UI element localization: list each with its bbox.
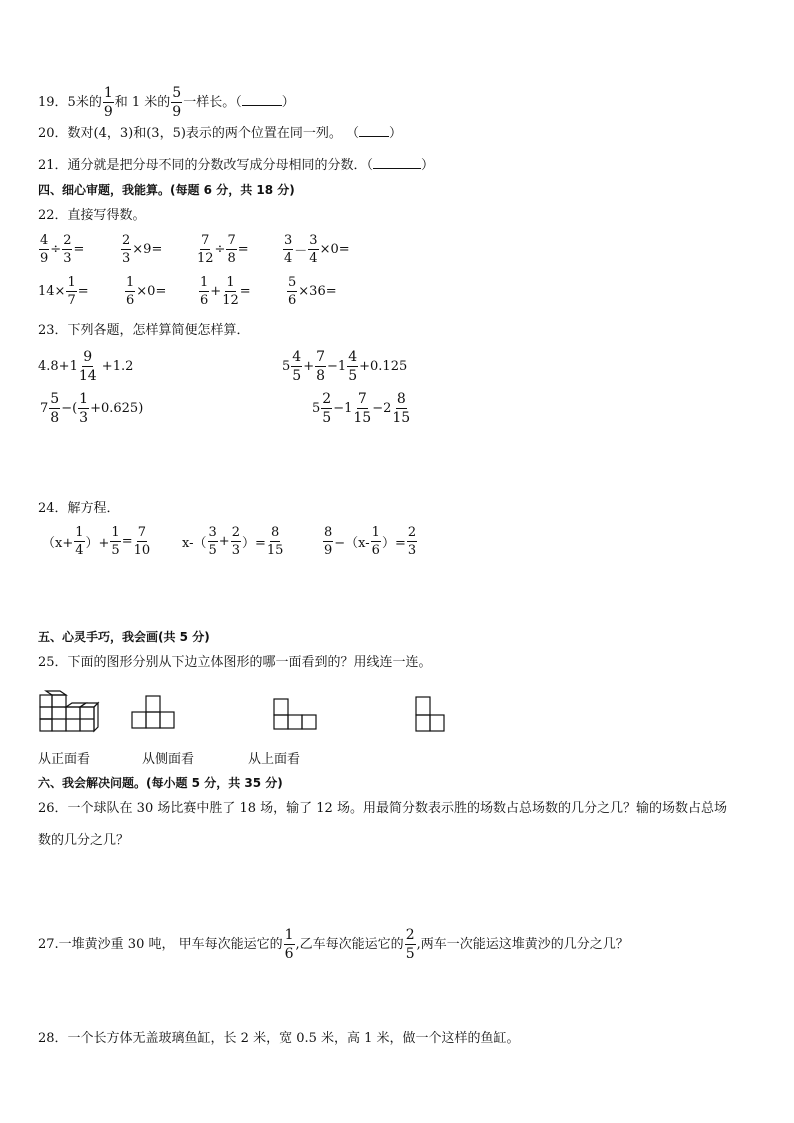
whole: 5 <box>312 401 321 416</box>
numerator: 9 <box>83 349 93 365</box>
operand: x-（ <box>182 536 207 551</box>
operand: （x+ <box>42 536 74 551</box>
fraction <box>103 86 114 119</box>
equals: = <box>77 284 89 299</box>
operator: ×36 <box>298 284 326 299</box>
q19-text-b: 和 1 米的 <box>114 95 171 110</box>
numerator: 2 <box>407 525 417 540</box>
denominator: 12 <box>197 251 214 266</box>
operator: −1 <box>327 359 347 374</box>
operand: +0.625) <box>90 401 144 416</box>
q21-text: 21．通分就是把分母不同的分数改写成分母相同的分数．（ <box>38 158 374 173</box>
denominator: 3 <box>79 410 89 426</box>
caption-front-view: 从正面看 <box>38 752 91 767</box>
equals: = <box>151 242 163 257</box>
denominator: 6 <box>200 293 209 308</box>
denominator: 5 <box>348 368 358 384</box>
q22-expr-4 <box>282 234 350 265</box>
denominator: 9 <box>40 251 49 266</box>
question-24-title: 24．解方程． <box>38 501 120 516</box>
numerator: 1 <box>79 391 89 407</box>
operator: ×9 <box>132 242 152 257</box>
denominator: 3 <box>63 251 72 266</box>
numerator: 1 <box>126 275 135 290</box>
numerator: 5 <box>50 391 60 407</box>
question-28: 28．一个长方体无盖玻璃鱼缸，长 2 米，宽 0.5 米，高 1 米，做一个这样的鱼缸。 <box>38 1031 520 1046</box>
numerator: 8 <box>396 391 406 407</box>
numerator: 1 <box>111 525 120 540</box>
q22-expr-5 <box>38 276 89 307</box>
equals: = <box>237 242 249 257</box>
q24-equation-2 <box>182 526 284 557</box>
q24-equation-1 <box>42 526 151 557</box>
numerator: 3 <box>208 525 217 540</box>
denominator: 7 <box>67 293 76 308</box>
view-shape-2-icon <box>272 697 320 733</box>
denominator: 9 <box>103 104 113 120</box>
operator: ÷ <box>214 242 226 257</box>
answer-blank[interactable] <box>242 93 282 106</box>
q20-text: 20．数对(4，3)和(3，5)表示的两个位置在同一列。 （ <box>38 126 360 141</box>
denominator: 6 <box>126 293 135 308</box>
denominator: 8 <box>50 410 60 426</box>
q27-text-c: ,两车一次能运这堆黄沙的几分之几？ <box>416 937 629 952</box>
q22-expr-7 <box>198 276 251 307</box>
numerator: 2 <box>122 233 131 248</box>
numerator: 7 <box>316 349 326 365</box>
denominator: 10 <box>133 543 151 558</box>
numerator: 3 <box>284 233 293 248</box>
question-26-line-1: 26．一个球队在 30 场比赛中胜了 18 场，输了 12 场。用最简分数表示胜的场数占总场数的几分之几？输的场数占总场 <box>38 801 727 816</box>
numerator: 5 <box>172 85 182 101</box>
numerator: 8 <box>271 525 280 540</box>
operand: 14× <box>38 284 66 299</box>
operator: ÷ <box>50 242 62 257</box>
denominator: 4 <box>75 543 84 558</box>
section-5-heading: 五、心灵手巧，我会画(共 5 分) <box>38 630 210 644</box>
denominator: 3 <box>231 543 240 558</box>
operator: −1 <box>333 401 353 416</box>
equals: = <box>338 242 350 257</box>
numerator: 7 <box>227 233 236 248</box>
numerator: 7 <box>201 233 210 248</box>
numerator: 4 <box>348 349 358 365</box>
equals: ）= <box>381 536 406 551</box>
denominator: 15 <box>266 543 284 558</box>
q23-expr-3 <box>40 392 143 425</box>
numerator: 2 <box>405 927 415 943</box>
denominator: 5 <box>208 543 217 558</box>
denominator: 8 <box>316 368 326 384</box>
question-22-title: 22．直接写得数。 <box>38 208 146 223</box>
q27-text-b: ,乙车每次能运它的 <box>295 937 404 952</box>
numerator: 1 <box>226 275 235 290</box>
q22-expr-1 <box>38 234 84 265</box>
section-6-heading: 六、我会解决问题。(每小题 5 分，共 35 分) <box>38 776 283 790</box>
whole: 5 <box>282 359 291 374</box>
q22-expr-2 <box>120 234 162 265</box>
numerator: 2 <box>63 233 72 248</box>
question-27 <box>38 928 629 961</box>
operator: － <box>294 244 308 259</box>
q23-expr-2 <box>282 350 407 383</box>
denominator: 5 <box>111 543 120 558</box>
denominator: 3 <box>407 543 417 558</box>
operator: ×0 <box>319 242 339 257</box>
numerator: 3 <box>309 233 318 248</box>
operator: ）+ <box>85 536 110 551</box>
fraction <box>171 86 182 119</box>
question-26-line-2: 数的几分之几？ <box>38 833 130 848</box>
operator: + <box>303 359 315 374</box>
denominator: 5 <box>292 368 302 384</box>
denominator: 15 <box>353 410 372 426</box>
denominator: 12 <box>222 293 239 308</box>
numerator: 1 <box>284 927 294 943</box>
numerator: 4 <box>40 233 49 248</box>
numerator: 8 <box>324 525 333 540</box>
numerator: 4 <box>292 349 302 365</box>
q19-text-c: 一样长。（ <box>183 95 242 110</box>
denominator: 9 <box>172 104 182 120</box>
q22-expr-6 <box>124 276 166 307</box>
denominator: 6 <box>371 543 380 558</box>
numerator: 1 <box>371 525 380 540</box>
operand: +0.125 <box>359 359 408 374</box>
numerator: 1 <box>103 85 113 101</box>
denominator: 6 <box>284 946 294 962</box>
equals: ）= <box>241 536 266 551</box>
equals: = <box>73 242 85 257</box>
q20-end: ） <box>389 126 403 141</box>
numerator: 1 <box>200 275 209 290</box>
denominator: 3 <box>122 251 131 266</box>
numerator: 7 <box>137 525 147 540</box>
operator: −( <box>61 401 78 416</box>
question-25-title: 25．下面的图形分别从下边立体图形的哪一面看到的？用线连一连。 <box>38 655 432 670</box>
q23-expr-4 <box>312 392 411 425</box>
q21-end: ） <box>421 158 435 173</box>
numerator: 7 <box>357 391 367 407</box>
q23-expr-1 <box>38 350 133 383</box>
q22-expr-3 <box>196 234 249 265</box>
operand: −（x- <box>334 536 370 551</box>
answer-blank[interactable] <box>359 124 389 137</box>
numerator: 1 <box>75 525 84 540</box>
operand: 4.8+1 <box>38 359 78 374</box>
section-4-heading: 四、细心审题，我能算。(每题 6 分，共 18 分) <box>38 183 295 197</box>
numerator: 2 <box>231 525 240 540</box>
denominator: 15 <box>392 410 411 426</box>
numerator: 1 <box>67 275 76 290</box>
denominator: 9 <box>324 543 333 558</box>
operator: + <box>218 534 230 549</box>
denominator: 5 <box>322 410 332 426</box>
denominator: 6 <box>288 293 297 308</box>
caption-side-view: 从侧面看 <box>142 752 195 767</box>
numerator: 5 <box>288 275 297 290</box>
denominator: 4 <box>309 251 318 266</box>
q24-equation-3 <box>322 526 418 557</box>
denominator: 14 <box>78 368 97 384</box>
denominator: 8 <box>227 251 236 266</box>
q27-text-a: 27.一堆黄沙重 30 吨， 甲车每次能运它的 <box>38 937 283 952</box>
q19-text-a: 19．5米的 <box>38 95 102 110</box>
equals: = <box>155 284 167 299</box>
denominator: 5 <box>405 946 415 962</box>
operand: +1.2 <box>97 359 134 374</box>
equals: = <box>239 284 251 299</box>
q22-expr-8 <box>286 276 337 307</box>
solid-figure-icon <box>38 689 100 733</box>
operator: ×0 <box>136 284 156 299</box>
denominator: 4 <box>284 251 293 266</box>
question-23-title: 23．下列各题，怎样算简便怎样算． <box>38 323 250 338</box>
question-19 <box>38 86 295 119</box>
equals: = <box>121 534 133 549</box>
caption-top-view: 从上面看 <box>248 752 301 767</box>
numerator: 2 <box>322 391 332 407</box>
view-shape-3-icon <box>414 695 448 735</box>
view-shape-1-icon <box>130 694 178 732</box>
whole: 7 <box>40 401 49 416</box>
answer-blank[interactable] <box>373 156 421 169</box>
q19-text-d: ） <box>281 95 295 110</box>
question-20 <box>38 124 402 143</box>
question-21 <box>38 156 434 175</box>
operator: −2 <box>372 401 392 416</box>
equals: = <box>325 284 337 299</box>
operator: + <box>210 284 222 299</box>
